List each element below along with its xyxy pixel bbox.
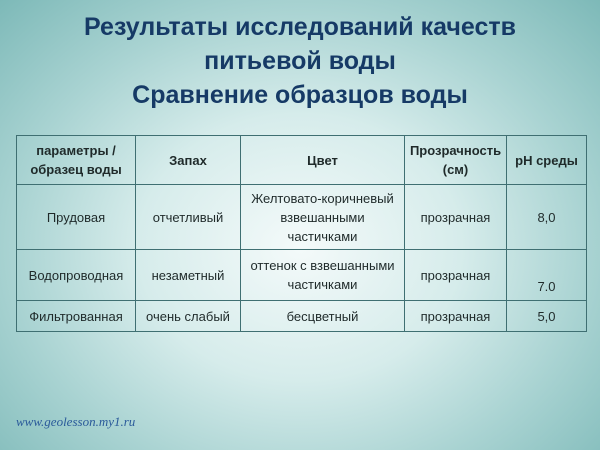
header-smell: Запах	[136, 136, 241, 185]
title-line-3: Сравнение образцов воды	[132, 81, 468, 109]
water-comparison-table	[16, 135, 587, 332]
title-line-1: Результаты исследований качеств	[84, 13, 516, 41]
cell-ph: 7.0	[507, 250, 587, 301]
cell-color: бесцветный	[241, 301, 405, 332]
cell-ph: 8,0	[507, 185, 587, 250]
header-ph: pH среды	[507, 136, 587, 185]
header-transparency: Прозрачность (см)	[405, 136, 507, 185]
cell-sample: Фильтрованная	[17, 301, 136, 332]
cell-ph: 5,0	[507, 301, 587, 332]
table-row	[17, 185, 587, 250]
title-line-2: питьевой воды	[204, 47, 396, 75]
cell-color: оттенок с взвешанными частичками	[241, 250, 405, 301]
table-header-row	[17, 136, 587, 185]
cell-smell: отчетливый	[136, 185, 241, 250]
cell-transparency: прозрачная	[405, 301, 507, 332]
cell-transparency: прозрачная	[405, 185, 507, 250]
cell-transparency: прозрачная	[405, 250, 507, 301]
header-sample: параметры / образец воды	[17, 136, 136, 185]
cell-sample: Прудовая	[17, 185, 136, 250]
table-row	[17, 250, 587, 301]
cell-smell: очень слабый	[136, 301, 241, 332]
table-row	[17, 301, 587, 332]
cell-sample: Водопроводная	[17, 250, 136, 301]
slide-title	[0, 10, 600, 112]
footer-url: www.geolesson.my1.ru	[16, 414, 136, 429]
cell-smell: незаметный	[136, 250, 241, 301]
cell-color: Желтовато-коричневый взвешанными частичками	[241, 185, 405, 250]
header-color: Цвет	[241, 136, 405, 185]
